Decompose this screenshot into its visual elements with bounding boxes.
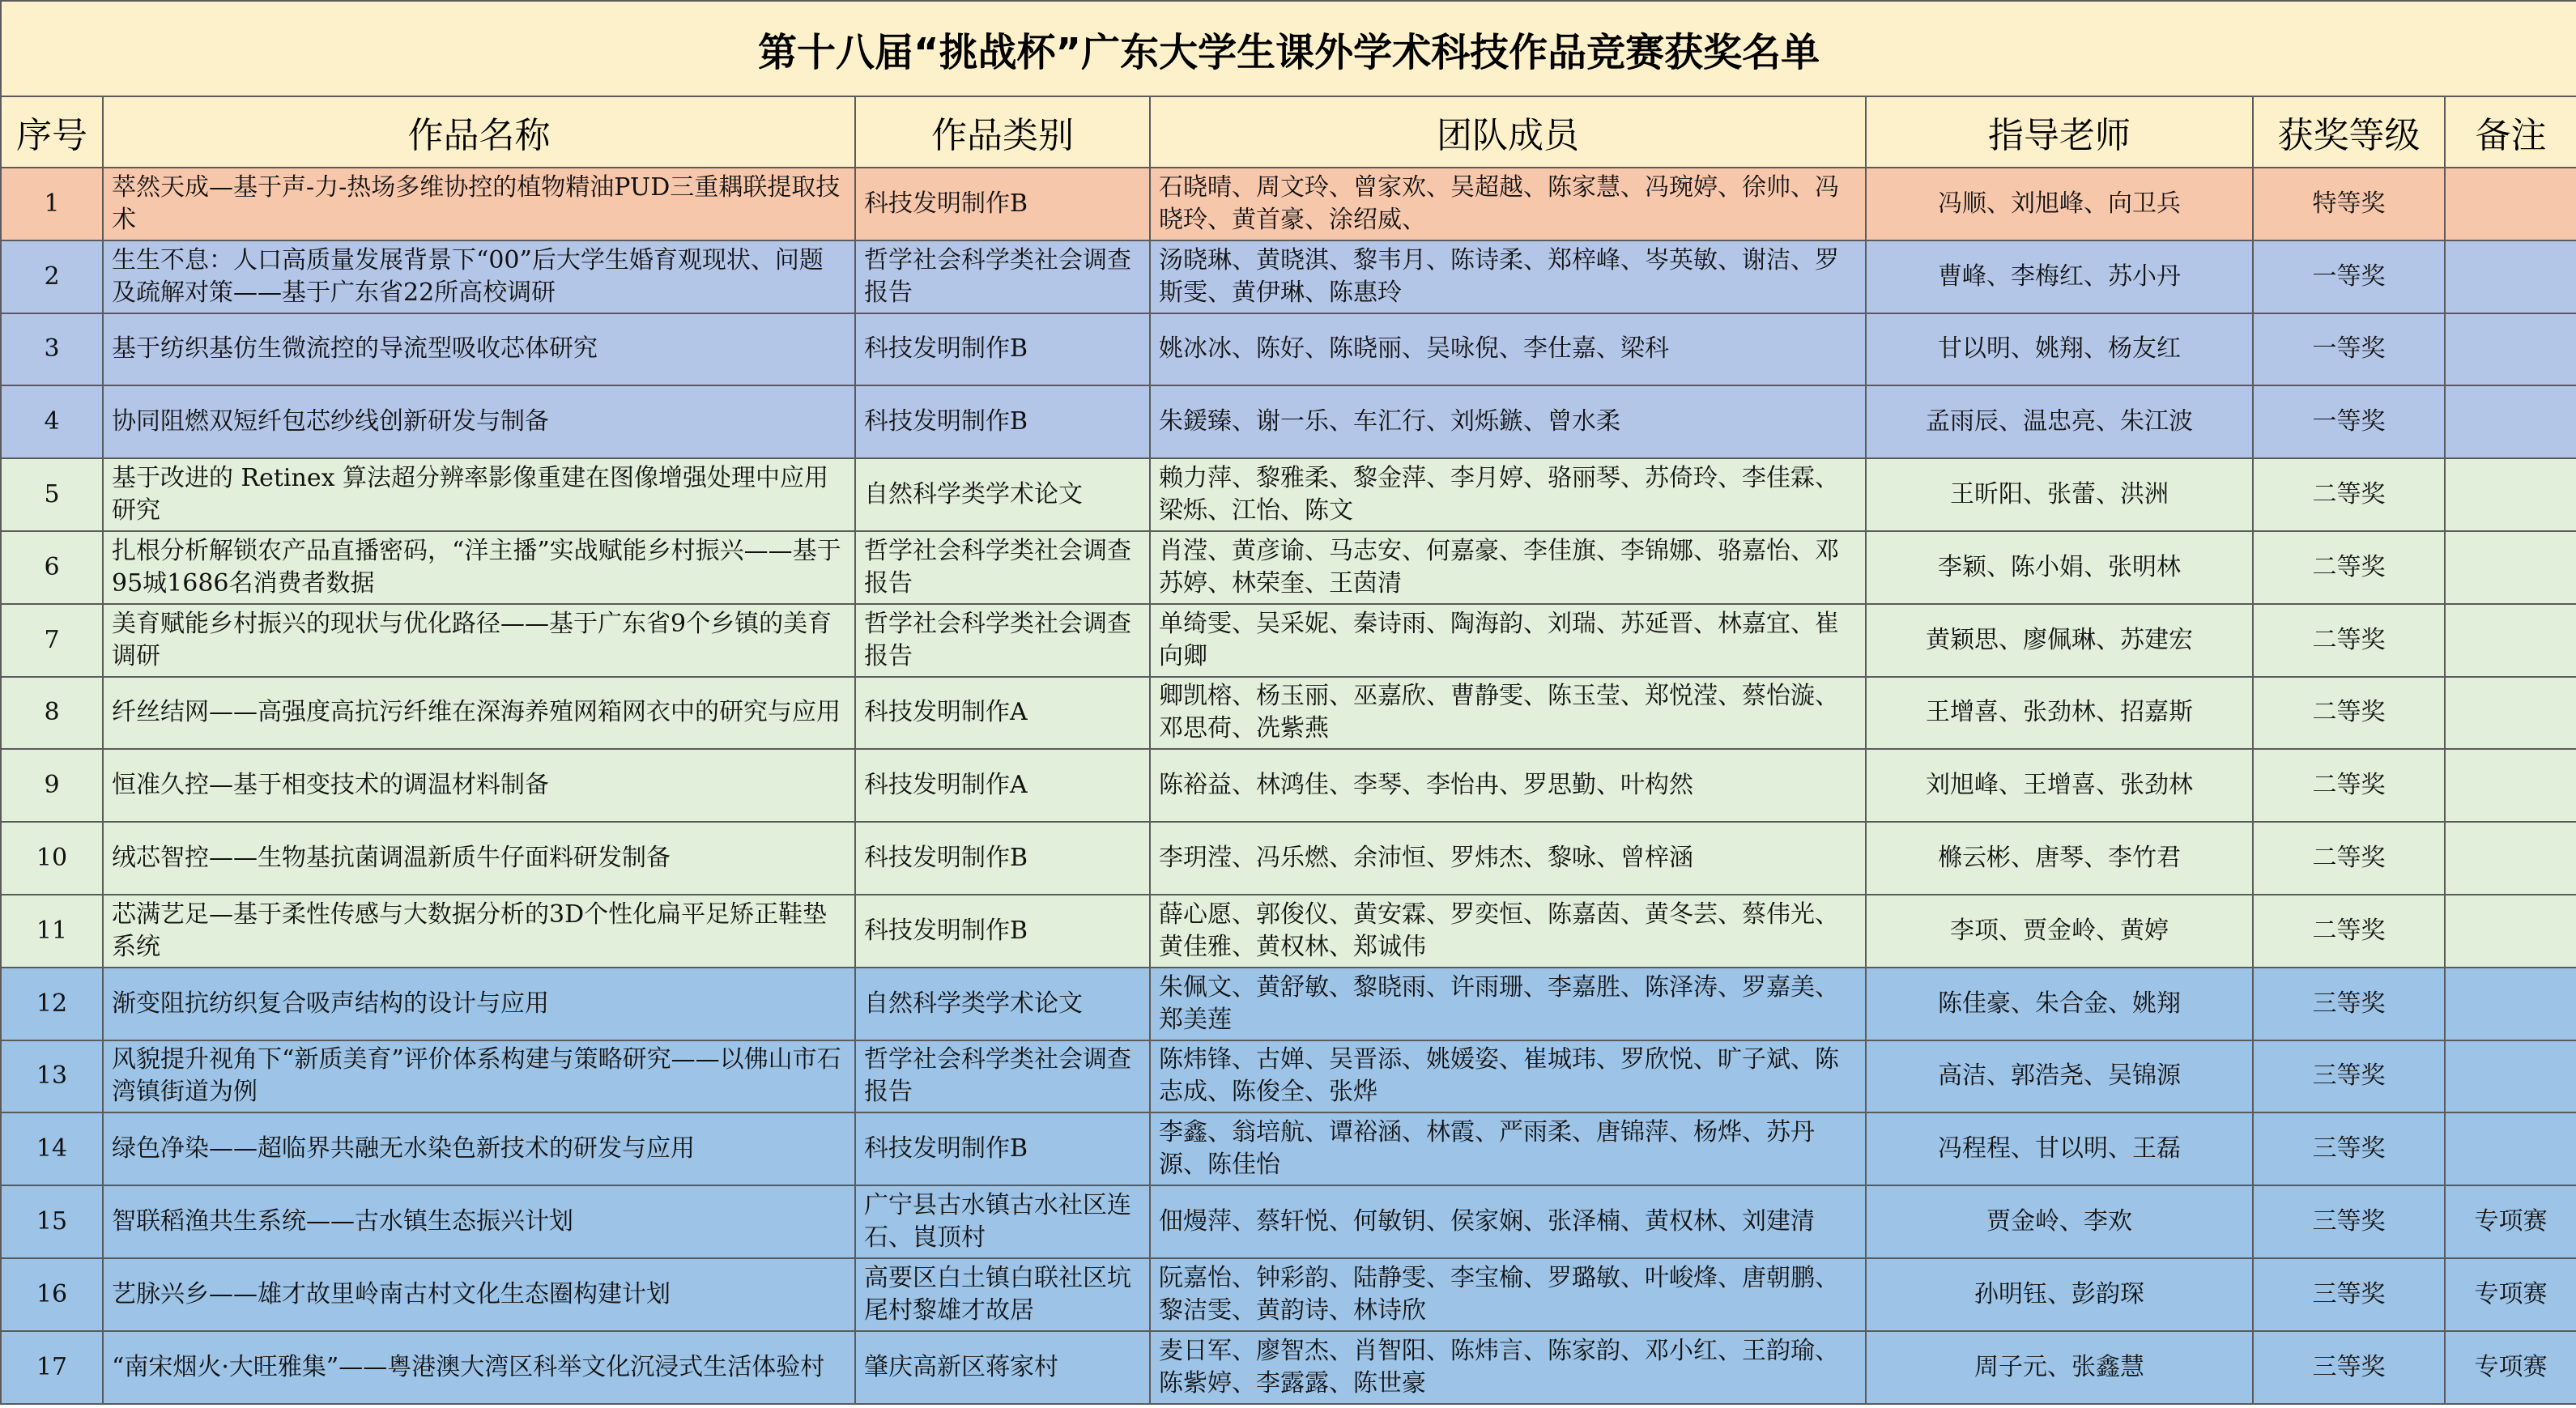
cell-note	[2445, 968, 2576, 1040]
cell-award: 三等奖	[2253, 1112, 2445, 1185]
cell-members: 麦日军、廖智杰、肖智阳、陈炜言、陈家韵、邓小红、王韵瑜、陈紫婷、李露露、陈世豪	[1150, 1331, 1866, 1404]
cell-category: 哲学社会科学类社会调查报告	[855, 531, 1150, 604]
cell-award: 二等奖	[2253, 895, 2445, 968]
table-row	[1, 604, 2576, 677]
cell-advisors: 樤云彬、唐琴、李竹君	[1866, 822, 2253, 895]
table-row	[1, 168, 2576, 240]
column-header-members: 团队成员	[1150, 96, 1866, 168]
cell-name: 萃然天成—基于声-力-热场多维协控的植物精油PUD三重耦联提取技术	[103, 168, 855, 240]
cell-no: 2	[1, 240, 103, 313]
cell-members: 佃熳萍、蔡轩悦、何敏钥、侯家娴、张泽楠、黄权林、刘建清	[1150, 1185, 1866, 1258]
cell-advisors: 王增喜、张劲林、招嘉斯	[1866, 677, 2253, 750]
cell-award: 二等奖	[2253, 604, 2445, 677]
table-row	[1, 313, 2576, 386]
cell-members: 姚冰冰、陈好、陈晓丽、吴咏倪、李仕嘉、梁科	[1150, 313, 1866, 386]
cell-name: 芯满艺足—基于柔性传感与大数据分析的3D个性化扁平足矫正鞋垫系统	[103, 895, 855, 968]
table-row	[1, 531, 2576, 604]
cell-no: 8	[1, 677, 103, 750]
cell-advisors: 李项、贾金岭、黄婷	[1866, 895, 2253, 968]
cell-members: 石晓晴、周文玲、曾家欢、吴超越、陈家慧、冯琬婷、徐帅、冯晓玲、黄首豪、涂绍威、	[1150, 168, 1866, 240]
cell-no: 9	[1, 749, 103, 822]
page-title: 第十八届“挑战杯”广东大学生课外学术科技作品竞赛获奖名单	[1, 1, 2576, 96]
cell-members: 汤晓琳、黄晓淇、黎韦月、陈诗柔、郑梓峰、岑英敏、谢洁、罗斯雯、黄伊琳、陈惠玲	[1150, 240, 1866, 313]
cell-no: 16	[1, 1258, 103, 1331]
column-header-no: 序号	[1, 96, 103, 168]
table-row	[1, 1040, 2576, 1113]
cell-advisors: 孙明钰、彭韵琛	[1866, 1258, 2253, 1331]
cell-members: 赖力萍、黎雅柔、黎金萍、李月婷、骆丽琴、苏倚玲、李佳霖、梁烁、江怡、陈文	[1150, 458, 1866, 531]
cell-note	[2445, 822, 2576, 895]
cell-name: 扎根分析解锁农产品直播密码，“洋主播”实战赋能乡村振兴——基于95城1686名消费者数据	[103, 531, 855, 604]
cell-note	[2445, 895, 2576, 968]
cell-award: 一等奖	[2253, 240, 2445, 313]
cell-award: 一等奖	[2253, 313, 2445, 386]
cell-name: 艺脉兴乡——雄才故里岭南古村文化生态圈构建计划	[103, 1258, 855, 1331]
cell-note: 专项赛	[2445, 1258, 2576, 1331]
cell-advisors: 冯顺、刘旭峰、向卫兵	[1866, 168, 2253, 240]
cell-category: 科技发明制作B	[855, 895, 1150, 968]
cell-category: 科技发明制作B	[855, 313, 1150, 386]
cell-no: 6	[1, 531, 103, 604]
cell-no: 10	[1, 822, 103, 895]
cell-name: “南宋烟火·大旺雅集”——粤港澳大湾区科举文化沉浸式生活体验村	[103, 1331, 855, 1404]
cell-advisors: 刘旭峰、王增喜、张劲林	[1866, 749, 2253, 822]
cell-no: 12	[1, 968, 103, 1040]
cell-note	[2445, 531, 2576, 604]
cell-name: 基于改进的 Retinex 算法超分辨率影像重建在图像增强处理中应用研究	[103, 458, 855, 531]
cell-category: 哲学社会科学类社会调查报告	[855, 240, 1150, 313]
column-header-award: 获奖等级	[2253, 96, 2445, 168]
cell-note	[2445, 168, 2576, 240]
cell-award: 三等奖	[2253, 968, 2445, 1040]
cell-members: 陈炜锋、古婵、吴晋添、姚媛姿、崔城玮、罗欣悦、旷子斌、陈志成、陈俊全、张烨	[1150, 1040, 1866, 1113]
cell-award: 三等奖	[2253, 1185, 2445, 1258]
cell-award: 特等奖	[2253, 168, 2445, 240]
table-row	[1, 1331, 2576, 1404]
cell-advisors: 孟雨辰、温忠亮、朱江波	[1866, 385, 2253, 458]
cell-no: 1	[1, 168, 103, 240]
cell-name: 恒准久控—基于相变技术的调温材料制备	[103, 749, 855, 822]
cell-note	[2445, 458, 2576, 531]
cell-category: 哲学社会科学类社会调查报告	[855, 1040, 1150, 1113]
cell-category: 科技发明制作A	[855, 749, 1150, 822]
table-row	[1, 895, 2576, 968]
cell-members: 朱鍰臻、谢一乐、车汇行、刘烁鏃、曾水柔	[1150, 385, 1866, 458]
cell-note	[2445, 385, 2576, 458]
cell-category: 哲学社会科学类社会调查报告	[855, 604, 1150, 677]
cell-category: 高要区白土镇白联社区坑尾村黎雄才故居	[855, 1258, 1150, 1331]
column-header-advisors: 指导老师	[1866, 96, 2253, 168]
column-header-name: 作品名称	[103, 96, 855, 168]
column-header-category: 作品类别	[855, 96, 1150, 168]
cell-award: 二等奖	[2253, 677, 2445, 750]
cell-category: 科技发明制作B	[855, 1112, 1150, 1185]
cell-advisors: 周子元、张鑫慧	[1866, 1331, 2253, 1404]
cell-name: 渐变阻抗纺织复合吸声结构的设计与应用	[103, 968, 855, 1040]
cell-advisors: 李颖、陈小娟、张明林	[1866, 531, 2253, 604]
table-row	[1, 677, 2576, 750]
cell-no: 13	[1, 1040, 103, 1113]
cell-members: 卿凯榕、杨玉丽、巫嘉欣、曹静雯、陈玉莹、郑悦滢、蔡怡漩、邓思荷、冼紫燕	[1150, 677, 1866, 750]
cell-members: 李玥滢、冯乐燃、余沛恒、罗炜杰、黎咏、曾梓涵	[1150, 822, 1866, 895]
cell-category: 科技发明制作B	[855, 822, 1150, 895]
cell-award: 三等奖	[2253, 1040, 2445, 1113]
cell-advisors: 陈佳豪、朱合金、姚翔	[1866, 968, 2253, 1040]
cell-advisors: 甘以明、姚翔、杨友红	[1866, 313, 2253, 386]
cell-members: 阮嘉怡、钟彩韵、陆静雯、李宝榆、罗璐敏、叶峻烽、唐朝鹏、黎洁雯、黄韵诗、林诗欣	[1150, 1258, 1866, 1331]
cell-category: 自然科学类学术论文	[855, 458, 1150, 531]
cell-category: 科技发明制作B	[855, 168, 1150, 240]
cell-members: 肖滢、黄彦谕、马志安、何嘉豪、李佳旗、李锦娜、骆嘉怡、邓苏婷、林荣奎、王茵清	[1150, 531, 1866, 604]
cell-no: 7	[1, 604, 103, 677]
cell-name: 基于纺织基仿生微流控的导流型吸收芯体研究	[103, 313, 855, 386]
cell-category: 自然科学类学术论文	[855, 968, 1150, 1040]
cell-advisors: 王昕阳、张蕾、洪洲	[1866, 458, 2253, 531]
cell-name: 智联稻渔共生系统——古水镇生态振兴计划	[103, 1185, 855, 1258]
cell-members: 陈裕益、林鸿佳、李琴、李怡冉、罗思勤、叶构然	[1150, 749, 1866, 822]
cell-no: 17	[1, 1331, 103, 1404]
cell-category: 广宁县古水镇古水社区连石、崀顶村	[855, 1185, 1150, 1258]
cell-note	[2445, 749, 2576, 822]
table-row	[1, 1258, 2576, 1331]
cell-award: 二等奖	[2253, 749, 2445, 822]
cell-award: 三等奖	[2253, 1331, 2445, 1404]
cell-no: 14	[1, 1112, 103, 1185]
cell-category: 肇庆高新区蒋家村	[855, 1331, 1150, 1404]
cell-note	[2445, 1112, 2576, 1185]
cell-members: 李鑫、翁培航、谭裕涵、林霞、严雨柔、唐锦萍、杨烨、苏丹源、陈佳怡	[1150, 1112, 1866, 1185]
cell-name: 纤丝结网——高强度高抗污纤维在深海养殖网箱网衣中的研究与应用	[103, 677, 855, 750]
cell-award: 三等奖	[2253, 1258, 2445, 1331]
cell-note	[2445, 1040, 2576, 1113]
cell-no: 3	[1, 313, 103, 386]
cell-category: 科技发明制作B	[855, 385, 1150, 458]
table-row	[1, 240, 2576, 313]
table-row	[1, 458, 2576, 531]
cell-name: 美育赋能乡村振兴的现状与优化路径——基于广东省9个乡镇的美育调研	[103, 604, 855, 677]
cell-category: 科技发明制作A	[855, 677, 1150, 750]
cell-no: 11	[1, 895, 103, 968]
cell-note	[2445, 604, 2576, 677]
table-row	[1, 822, 2576, 895]
cell-members: 薛心愿、郭俊仪、黄安霖、罗奕恒、陈嘉茵、黄冬芸、蔡伟光、黄佳雅、黄权林、郑诚伟	[1150, 895, 1866, 968]
table-row	[1, 1112, 2576, 1185]
cell-no: 4	[1, 385, 103, 458]
cell-note: 专项赛	[2445, 1185, 2576, 1258]
cell-award: 二等奖	[2253, 531, 2445, 604]
cell-name: 绒芯智控——生物基抗菌调温新质牛仔面料研发制备	[103, 822, 855, 895]
cell-award: 一等奖	[2253, 385, 2445, 458]
cell-note	[2445, 677, 2576, 750]
column-header-note: 备注	[2445, 96, 2576, 168]
cell-note	[2445, 240, 2576, 313]
cell-name: 风貌提升视角下“新质美育”评价体系构建与策略研究——以佛山市石湾镇街道为例	[103, 1040, 855, 1113]
cell-advisors: 冯程程、甘以明、王磊	[1866, 1112, 2253, 1185]
table-row	[1, 968, 2576, 1040]
cell-members: 朱佩文、黄舒敏、黎晓雨、许雨珊、李嘉胜、陈泽涛、罗嘉美、郑美莲	[1150, 968, 1866, 1040]
cell-award: 二等奖	[2253, 822, 2445, 895]
header-row	[1, 96, 2576, 168]
cell-advisors: 黄颖思、廖佩琳、苏建宏	[1866, 604, 2253, 677]
cell-advisors: 曹峰、李梅红、苏小丹	[1866, 240, 2253, 313]
cell-name: 绿色净染——超临界共融无水染色新技术的研发与应用	[103, 1112, 855, 1185]
cell-no: 15	[1, 1185, 103, 1258]
cell-no: 5	[1, 458, 103, 531]
cell-note: 专项赛	[2445, 1331, 2576, 1404]
cell-note	[2445, 313, 2576, 386]
cell-advisors: 贾金岭、李欢	[1866, 1185, 2253, 1258]
table-row	[1, 385, 2576, 458]
cell-award: 二等奖	[2253, 458, 2445, 531]
table-row	[1, 749, 2576, 822]
cell-name: 协同阻燃双短纤包芯纱线创新研发与制备	[103, 385, 855, 458]
cell-advisors: 高洁、郭浩尧、吴锦源	[1866, 1040, 2253, 1113]
cell-name: 生生不息：人口高质量发展背景下“00”后大学生婚育观现状、问题及疏解对策——基于广东省22所高校调研	[103, 240, 855, 313]
table-row	[1, 1185, 2576, 1258]
cell-members: 单绮雯、吴采妮、秦诗雨、陶海韵、刘瑞、苏延晋、林嘉宜、崔向卿	[1150, 604, 1866, 677]
